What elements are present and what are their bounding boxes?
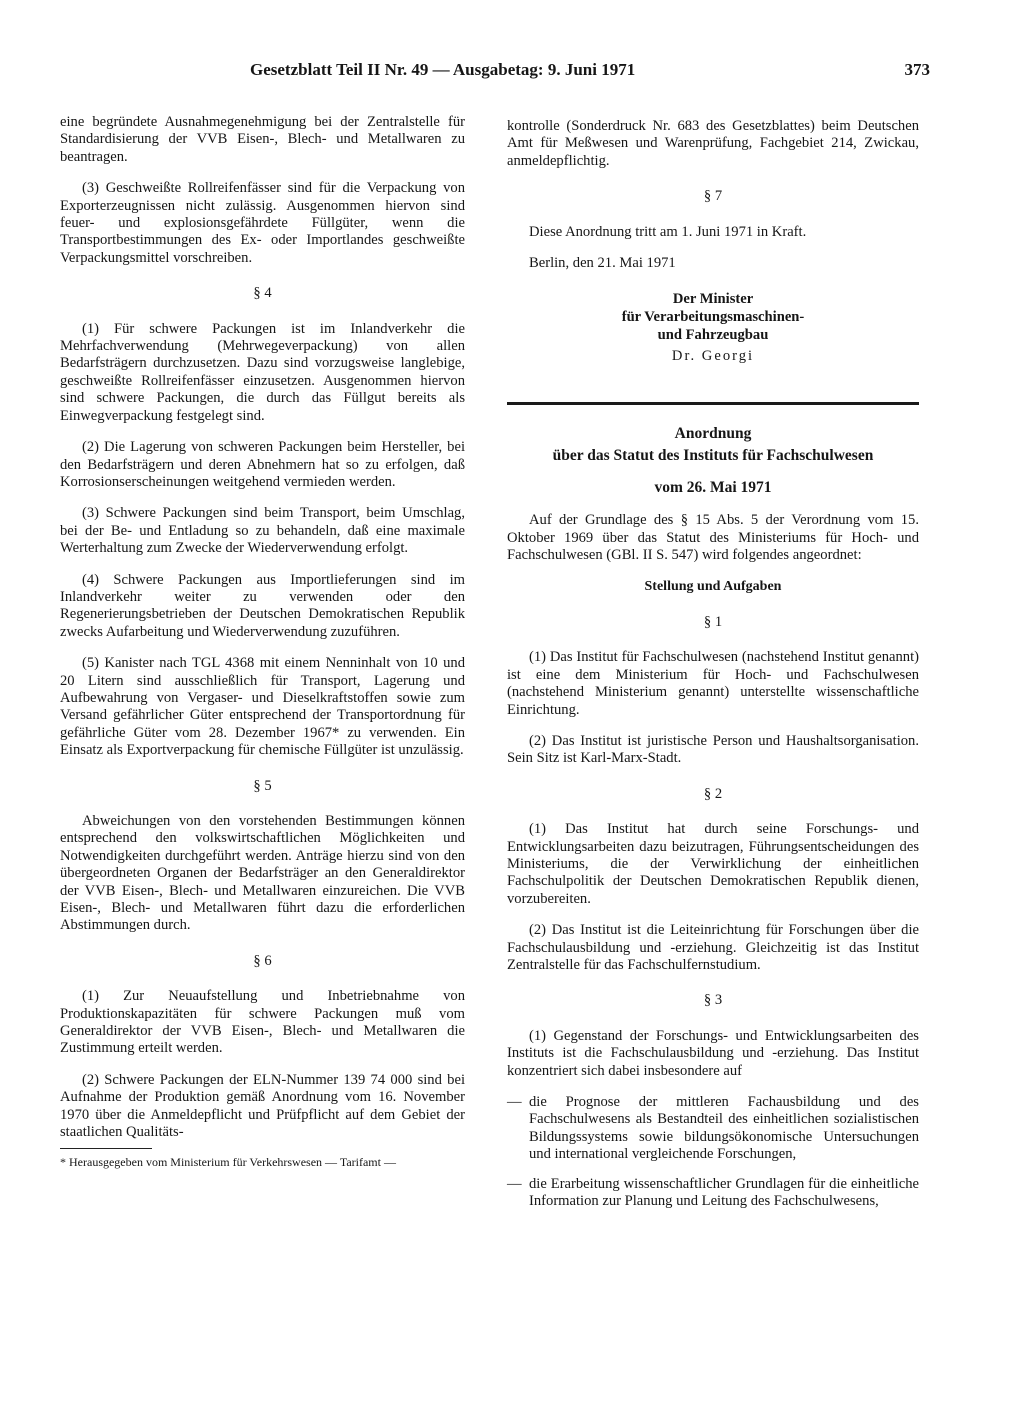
footnote: * Herausgegeben vom Ministerium für Verkehrswesen — Tarifamt — <box>60 1154 396 1169</box>
paragraph-3-1: (1) Gegenstand der Forschungs- und Entwicklungsarbeiten des Instituts ist die Fachschulausbildung und -erziehung. Das Institut konzentriert sich dabei insbesondere auf <box>507 1027 919 1079</box>
subheading: Stellung und Aufgaben <box>644 579 782 595</box>
paragraph-continuation-right: kontrolle (Sonderdruck Nr. 683 des Gesetzblattes) beim Deutschen Amt für Meßwesen und Warenprüfung, Fachgebiet 214, Zwickau, anmeldepflichtig. <box>507 118 919 169</box>
paragraph-5: Abweichungen von den vorstehenden Bestimmungen können entsprechend den volkswirtschaftlichen Möglichkeiten und Notwendigkeiten durchgeführt werden. Anträge hierzu sind von den übergeordneten Organen der Bedarfsträger an den Generaldirektor der VVB Eisen-, Blech- und Metallwaren einzureichen. Die VVB Eisen-, Blech- und Metallwaren führt dazu die erforderlichen Abstimmungen durch. <box>60 813 465 934</box>
paragraph-4-1: (1) Für schwere Packungen ist im Inlandverkehr die Mehrfachverwendung (Mehrwegeverpackung) von allen Bedarfsträgern durchzusetzen. Dazu sind vorzugsweise langlebige, geschweißte Rollreifenfässer einzusetzen. Ausgenommen hiervon sind schwere Packungen, die durch das Füllgut bereits als Einwegverpackung festgelegt sind. <box>60 320 465 424</box>
section-heading-6: § 6 <box>253 952 272 969</box>
signature-line-1: Der Minister <box>672 291 754 308</box>
signature-line-3: und Fahrzeugbau <box>657 327 769 344</box>
section-heading-5: § 5 <box>253 777 272 794</box>
left-column <box>60 114 465 1169</box>
right-column <box>507 118 919 1222</box>
dash-item-2 <box>507 1176 919 1211</box>
footnote-divider <box>60 1148 152 1149</box>
dash-mark: — <box>507 1094 522 1110</box>
document-title <box>507 423 919 467</box>
dash-mark: — <box>507 1175 522 1192</box>
document-title-line-1: Anordnung <box>674 424 752 442</box>
paragraph-continuation: eine begründete Ausnahmegenehmigung bei der Zentralstelle für Standardisierung der VVB Eisen-, Blech- und Metallwaren zu beantragen. <box>60 114 465 165</box>
preamble: Auf der Grundlage des § 15 Abs. 5 der Verordnung vom 15. Oktober 1969 über das Statut des Ministeriums für Hoch- und Fachschulwesen (GBl. II S. 547) wird folgendes angeordnet: <box>507 512 919 564</box>
paragraph-4-4: (4) Schwere Packungen aus Importlieferungen sind im Inlandverkehr weiter zu verwenden oder den Regenerierungsbetrieben der Deutschen Demokratischen Republik zwecks Aufarbeitung und Wiederverwendung zuzuführen. <box>60 571 465 640</box>
dash-item-1-text: die Prognose der mittleren Fachausbildung und des Fachschulwesens als Bestandteil des einheitlichen sozialistischen Bildungssystems sowie bildungsökonomische Untersuchungen und international vergleichende Forschungen, <box>529 1094 919 1163</box>
page-header <box>250 60 930 80</box>
paragraph-1-1: (1) Das Institut für Fachschulwesen (nachstehend Institut genannt) ist eine dem Ministerium für Hoch- und Fachschulwesen (nachstehend Ministerium genannt) unterstellte wissenschaftliche Einrichtung. <box>507 649 919 718</box>
document-title-line-2: über das Statut des Instituts für Fachschulwesen <box>552 446 874 464</box>
header-title: Gesetzblatt Teil II Nr. 49 — Ausgabetag: 9. Juni 1971 <box>250 60 636 79</box>
document-date: vom 26. Mai 1971 <box>654 478 772 496</box>
paragraph-4-5: (5) Kanister nach TGL 4368 mit einem Nenninhalt von 10 und 20 Litern sind ausschließlich für Transport, Lagerung und Aufbewahrung von Vergaser- und Dieselkraftstoffen sowie zum Versand gefährlicher Güter entsprechend der Transportordnung für gefährliche Güter vom 28. Dezember 1967* zu verwenden. Ein Einsatz als Exportverpackung für chemische Füllgüter ist unzulässig. <box>60 655 465 759</box>
dash-item-1 <box>507 1094 919 1164</box>
paragraph-2-1: (1) Das Institut hat durch seine Forschungs- und Entwicklungsarbeiten dazu beizutragen, Führungsentscheidungen des Ministeriums, die der Verwirklichung der einheitlichen Fachschulpolitik der Deutschen Demokratischen Republik dienen, vorzubereiten. <box>507 821 919 907</box>
signature-line-2: für Verarbeitungsmaschinen- <box>621 309 805 326</box>
section-heading-3: § 3 <box>703 992 723 1009</box>
dash-item-2-text: die Erarbeitung wissenschaftlicher Grundlagen für die einheitliche Information zur Planung und Leitung des Fachschulwesens, <box>529 1175 919 1210</box>
paragraph-3-3: (3) Geschweißte Rollreifenfässer sind für die Verpackung von Exporterzeugnissen nicht zulässig. Ausgenommen hiervon sind feuer- und explosionsgefährdete Füllgüter, wenn die Transportbestimmungen des Ex- oder Importlandes geschweißte Verpackungsmittel vorschreiben. <box>60 180 465 266</box>
section-heading-7: § 7 <box>703 188 723 205</box>
signature-block <box>507 290 919 344</box>
document-divider <box>507 402 919 405</box>
signatory-name: Dr. Georgi <box>671 348 755 365</box>
paragraph-2-2: (2) Das Institut ist die Leiteinrichtung für Forschungen über die Fachschulausbildung und -erziehung. Gleichzeitig ist das Institut Zentralstelle für das Fachschulfernstudium. <box>507 922 919 973</box>
paragraph-6-1: (1) Zur Neuaufstellung und Inbetriebnahme von Produktionskapazitäten für schwere Packungen muß vom Generaldirektor der VVB Eisen-, Blech- und Metallwaren die Zustimmung erteilt werden. <box>60 988 465 1057</box>
paragraph-7: Diese Anordnung tritt am 1. Juni 1971 in Kraft. <box>529 223 807 240</box>
place-date: Berlin, den 21. Mai 1971 <box>529 255 676 272</box>
page-number: 373 <box>904 60 930 79</box>
section-heading-4: § 4 <box>253 285 272 302</box>
paragraph-1-2: (2) Das Institut ist juristische Person und Haushaltsorganisation. Sein Sitz ist Karl-Marx-Stadt. <box>507 732 919 767</box>
section-heading-2: § 2 <box>703 785 723 802</box>
paragraph-4-2: (2) Die Lagerung von schweren Packungen beim Hersteller, bei den Bedarfsträgern und deren Abnehmern hat so zu erfolgen, daß Korrosionserscheinungen weitgehend vermieden werden. <box>60 439 465 490</box>
section-heading-1: § 1 <box>703 613 723 630</box>
paragraph-6-2: (2) Schwere Packungen der ELN-Nummer 139 74 000 sind bei Aufnahme der Produktion gemäß Anordnung vom 16. November 1970 über die Anmeldepflicht und Prüfpflicht auf dem Gebiet der staatlichen Qualitäts- <box>60 1071 465 1141</box>
paragraph-4-3: (3) Schwere Packungen sind beim Transport, beim Umschlag, bei der Be- und Entladung so zu behandeln, daß eine maximale Werterhaltung zum Zwecke der Wiederverwendung erfolgt. <box>60 505 465 557</box>
